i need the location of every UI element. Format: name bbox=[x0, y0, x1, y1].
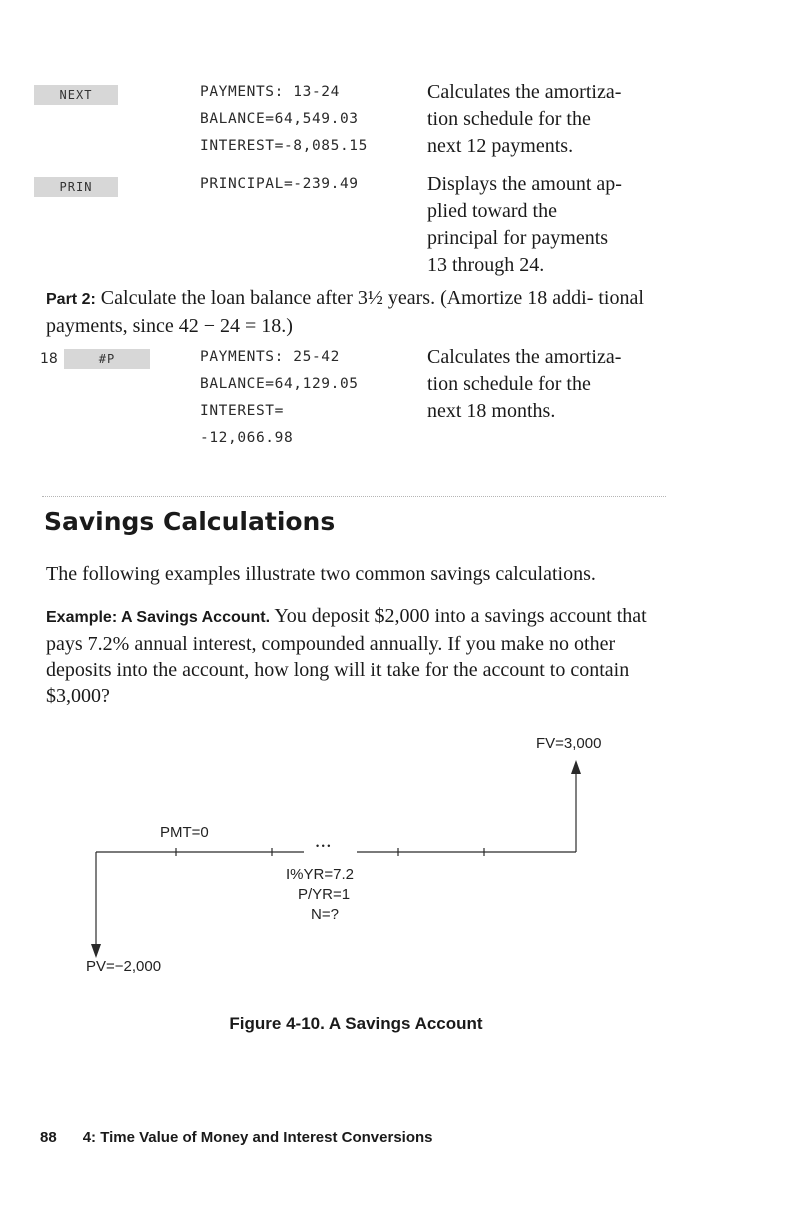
fv-label-text: FV=3,000 bbox=[536, 735, 602, 752]
pyr-label: P/YR=1 bbox=[298, 886, 351, 903]
desc-line: tion schedule for the bbox=[427, 108, 591, 130]
display-line: -12,066.98 bbox=[200, 430, 294, 446]
next-key: NEXT bbox=[34, 85, 118, 105]
page-footer bbox=[40, 1129, 433, 1146]
example-text: You deposit $2,000 into a savings account that pays 7.2% annual interest, compounded annually. If you make no other deposits into the account, how long will it take for the account to contain $3,000? bbox=[46, 605, 647, 707]
desc-line: next 12 payments. bbox=[427, 135, 574, 157]
fv-arrow-head bbox=[571, 760, 581, 774]
n-label: N=? bbox=[311, 906, 339, 923]
example-label: Example: A Savings Account. bbox=[46, 609, 271, 626]
p-key: #P bbox=[64, 349, 150, 369]
desc-line: plied toward the bbox=[427, 200, 557, 222]
section-title: Savings Calculations bbox=[44, 507, 336, 536]
iyr-label: I%YR=7.2 bbox=[286, 866, 354, 883]
fv-label bbox=[536, 735, 601, 752]
row3-prefix: 18 bbox=[40, 351, 58, 367]
display-line: BALANCE=64,129.05 bbox=[200, 376, 359, 392]
desc-line: tion schedule for the bbox=[427, 373, 591, 395]
pmt-label-text: PMT=0 bbox=[160, 824, 209, 841]
pv-arrow-head bbox=[91, 944, 101, 958]
pv-label: PV=−2,000 bbox=[86, 958, 162, 975]
display-line: BALANCE=64,549.03 bbox=[200, 111, 359, 127]
desc-line: 13 through 24. bbox=[427, 254, 545, 276]
prin-key: PRIN bbox=[34, 177, 118, 197]
ellipsis: • • • bbox=[316, 841, 331, 851]
part2-text: Calculate the loan balance after 3½ years. (Amortize 18 addi- tional payments, since 42 − 24 = 18.) bbox=[46, 287, 644, 337]
display-line: INTEREST=-8,085.15 bbox=[200, 138, 368, 154]
chapter-title: 4: Time Value of Money and Interest Conversions bbox=[82, 1129, 433, 1146]
desc-line: Calculates the amortiza- bbox=[427, 81, 622, 103]
desc-line: principal for payments bbox=[427, 227, 609, 249]
desc-line: next 18 months. bbox=[427, 400, 556, 422]
intro-paragraph: The following examples illustrate two common savings calculations. bbox=[46, 563, 596, 585]
page-number: 88 bbox=[40, 1129, 57, 1146]
desc-line: Calculates the amortiza- bbox=[427, 346, 622, 368]
display-line: PAYMENTS: 13-24 bbox=[200, 84, 340, 100]
display-line: PAYMENTS: 25-42 bbox=[200, 349, 340, 365]
pmt-label bbox=[160, 824, 209, 841]
figure-caption: Figure 4-10. A Savings Account bbox=[229, 1014, 483, 1033]
display-line: INTEREST= bbox=[200, 403, 284, 419]
desc-line: Displays the amount ap- bbox=[427, 173, 622, 195]
part2-label: Part 2: bbox=[46, 291, 96, 308]
display-line: PRINCIPAL=-239.49 bbox=[200, 176, 359, 192]
